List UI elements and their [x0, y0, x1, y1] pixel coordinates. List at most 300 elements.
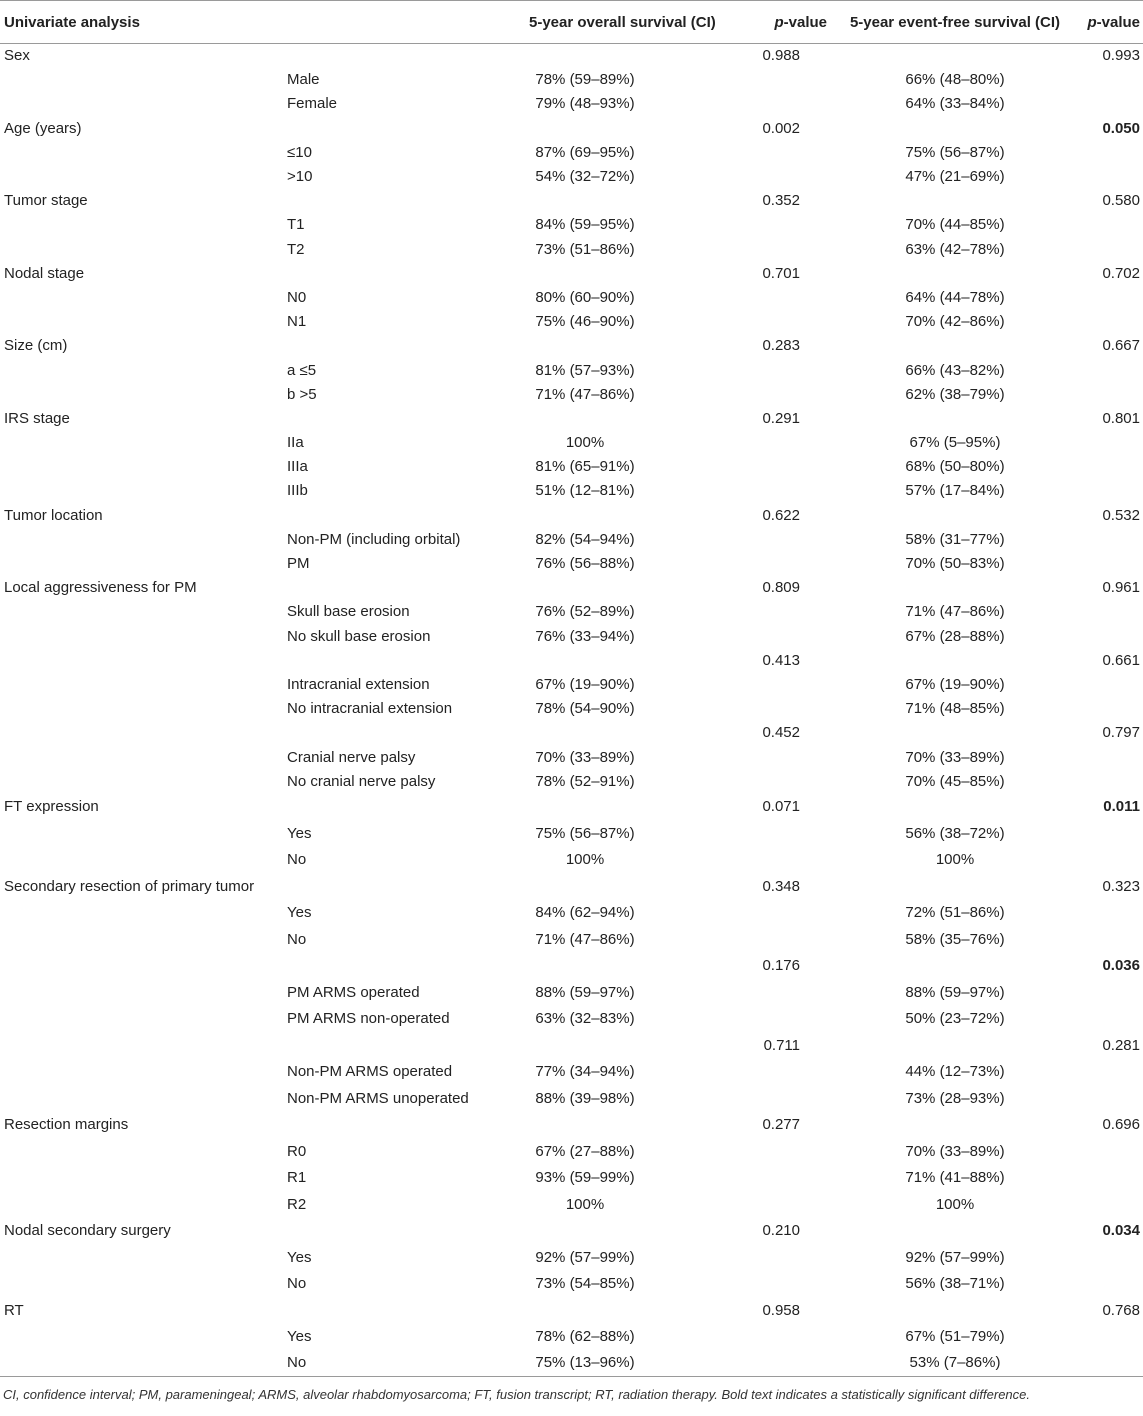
row-label: Tumor stage [4, 192, 88, 210]
overall-survival-value: 100% [565, 1195, 605, 1213]
event-free-survival-p-value: 0.050 [1102, 119, 1140, 137]
row-sublabel: IIIa [287, 458, 308, 476]
overall-survival-p-value: 0.352 [762, 192, 800, 210]
row-sublabel: IIa [287, 434, 304, 452]
overall-survival-p-value: 0.622 [762, 506, 800, 524]
table-row [0, 261, 1143, 285]
row-label [0, 382, 283, 406]
event-free-survival-p-value [1080, 479, 1143, 503]
overall-survival-p-value [645, 820, 830, 847]
event-free-survival-p-value: 0.667 [1102, 337, 1140, 355]
event-free-survival-value: 100% [935, 851, 975, 869]
overall-survival-value [525, 873, 645, 900]
overall-survival-value: 77% (34–94%) [535, 1063, 635, 1081]
row-label [0, 1085, 283, 1112]
header-p-value-efs [1080, 1, 1143, 44]
event-free-survival-value [830, 116, 1080, 140]
event-free-survival-p-value [1080, 140, 1143, 164]
row-sublabel [283, 1217, 525, 1244]
row-sublabel: b >5 [287, 385, 317, 403]
row-label [0, 648, 283, 672]
event-free-survival-p-value [1080, 310, 1143, 334]
table-body [0, 44, 1143, 1377]
table-row [0, 237, 1143, 261]
table-row [0, 899, 1143, 926]
table-row [0, 406, 1143, 430]
table-row [0, 285, 1143, 309]
event-free-survival-p-value [1080, 164, 1143, 188]
event-free-survival-value: 57% (17–84%) [905, 482, 1005, 500]
row-label [0, 527, 283, 551]
header-event-free-survival: 5-year event-free survival (CI) [830, 1, 1080, 44]
table-row [0, 648, 1143, 672]
overall-survival-value: 70% (33–89%) [535, 748, 635, 766]
row-label [0, 431, 283, 455]
overall-survival-p-value [645, 1085, 830, 1112]
event-free-survival-p-value: 0.696 [1102, 1116, 1140, 1134]
row-label [0, 1323, 283, 1350]
row-label [0, 600, 283, 624]
row-label [0, 952, 283, 979]
row-sublabel [283, 44, 525, 68]
event-free-survival-value: 70% (50–83%) [905, 555, 1005, 573]
event-free-survival-p-value [1080, 600, 1143, 624]
event-free-survival-p-value: 0.011 [1103, 798, 1140, 816]
table-row [0, 334, 1143, 358]
overall-survival-value [525, 576, 645, 600]
table-row [0, 140, 1143, 164]
row-sublabel [283, 1032, 525, 1059]
table-row [0, 431, 1143, 455]
overall-survival-p-value [645, 769, 830, 793]
row-sublabel: Non-PM (including orbital) [287, 530, 461, 548]
overall-survival-value [525, 189, 645, 213]
event-free-survival-value [830, 1297, 1080, 1324]
event-free-survival-value [830, 1217, 1080, 1244]
overall-survival-p-value [645, 1350, 830, 1377]
row-sublabel: Female [287, 95, 338, 113]
overall-survival-value: 80% (60–90%) [535, 288, 635, 306]
overall-survival-value: 84% (62–94%) [535, 904, 635, 922]
row-label [0, 140, 283, 164]
row-label [0, 1191, 283, 1218]
overall-survival-p-value [645, 455, 830, 479]
event-free-survival-p-value: 0.768 [1102, 1301, 1140, 1319]
row-sublabel [283, 1111, 525, 1138]
row-sublabel [283, 334, 525, 358]
row-label [0, 310, 283, 334]
event-free-survival-p-value [1080, 1058, 1143, 1085]
overall-survival-value: 67% (27–88%) [535, 1142, 635, 1160]
row-label [0, 1138, 283, 1165]
row-sublabel: R1 [287, 1169, 307, 1187]
row-sublabel: ≤10 [287, 143, 312, 161]
event-free-survival-p-value [1080, 899, 1143, 926]
event-free-survival-p-value [1080, 979, 1143, 1006]
table-row [0, 1138, 1143, 1165]
row-label [0, 769, 283, 793]
event-free-survival-value: 66% (43–82%) [905, 361, 1005, 379]
overall-survival-p-value [645, 527, 830, 551]
event-free-survival-p-value [1080, 285, 1143, 309]
overall-survival-p-value [645, 1244, 830, 1271]
row-sublabel: Cranial nerve palsy [287, 748, 416, 766]
row-sublabel: Yes [287, 904, 312, 922]
table-row [0, 503, 1143, 527]
overall-survival-p-value [645, 382, 830, 406]
table-row [0, 745, 1143, 769]
overall-survival-value [525, 1111, 645, 1138]
overall-survival-value: 78% (54–90%) [535, 700, 635, 718]
overall-survival-p-value [645, 551, 830, 575]
event-free-survival-p-value [1080, 624, 1143, 648]
row-label [0, 1350, 283, 1377]
table-row [0, 382, 1143, 406]
overall-survival-value: 88% (59–97%) [535, 983, 635, 1001]
event-free-survival-value [830, 261, 1080, 285]
overall-survival-value: 87% (69–95%) [535, 143, 635, 161]
event-free-survival-value [830, 576, 1080, 600]
overall-survival-value: 78% (62–88%) [535, 1328, 635, 1346]
overall-survival-value: 100% [565, 434, 605, 452]
event-free-survival-value [830, 721, 1080, 745]
overall-survival-value: 81% (65–91%) [535, 458, 635, 476]
event-free-survival-p-value: 0.797 [1102, 724, 1140, 742]
row-label: Local aggressiveness for PM [4, 579, 197, 597]
row-label: Secondary resection of primary tumor [4, 877, 255, 895]
row-label [0, 721, 283, 745]
overall-survival-p-value [645, 213, 830, 237]
event-free-survival-value [830, 334, 1080, 358]
table-row [0, 769, 1143, 793]
row-sublabel: IIIb [287, 482, 308, 500]
overall-survival-p-value [645, 672, 830, 696]
event-free-survival-value: 64% (44–78%) [905, 288, 1005, 306]
overall-survival-p-value: 0.348 [762, 877, 800, 895]
overall-survival-value [525, 334, 645, 358]
event-free-survival-p-value: 0.532 [1102, 506, 1140, 524]
row-label [0, 455, 283, 479]
row-label [0, 92, 283, 116]
header-p-italic: p [774, 13, 784, 31]
event-free-survival-value: 88% (59–97%) [905, 983, 1005, 1001]
event-free-survival-value: 70% (42–86%) [905, 313, 1005, 331]
table-row [0, 1191, 1143, 1218]
row-label: IRS stage [4, 409, 70, 427]
row-sublabel: T1 [287, 216, 305, 234]
overall-survival-value [525, 503, 645, 527]
event-free-survival-p-value [1080, 431, 1143, 455]
event-free-survival-p-value: 0.961 [1102, 579, 1140, 597]
table-row [0, 1297, 1143, 1324]
overall-survival-p-value [645, 1270, 830, 1297]
event-free-survival-p-value [1080, 672, 1143, 696]
row-label [0, 1032, 283, 1059]
row-sublabel [283, 793, 525, 820]
overall-survival-p-value [645, 624, 830, 648]
overall-survival-value [525, 44, 645, 68]
event-free-survival-value: 68% (50–80%) [905, 458, 1005, 476]
table-row [0, 1217, 1143, 1244]
overall-survival-value: 92% (57–99%) [535, 1248, 635, 1266]
event-free-survival-p-value [1080, 1138, 1143, 1165]
event-free-survival-value: 56% (38–72%) [905, 824, 1005, 842]
overall-survival-p-value [645, 164, 830, 188]
table-row [0, 1270, 1143, 1297]
overall-survival-p-value [645, 899, 830, 926]
overall-survival-value: 79% (48–93%) [535, 95, 635, 113]
table-row [0, 551, 1143, 575]
row-sublabel: R0 [287, 1142, 307, 1160]
table-row [0, 873, 1143, 900]
event-free-survival-value: 66% (48–80%) [905, 71, 1005, 89]
overall-survival-p-value [645, 358, 830, 382]
overall-survival-p-value: 0.283 [762, 337, 800, 355]
overall-survival-p-value [645, 1058, 830, 1085]
event-free-survival-value: 71% (41–88%) [905, 1169, 1005, 1187]
event-free-survival-p-value [1080, 237, 1143, 261]
table-row [0, 1085, 1143, 1112]
event-free-survival-p-value [1080, 92, 1143, 116]
header-overall-survival: 5-year overall survival (CI) [525, 1, 645, 44]
row-sublabel: a ≤5 [287, 361, 317, 379]
overall-survival-p-value: 0.210 [762, 1222, 800, 1240]
event-free-survival-value: 70% (33–89%) [905, 1142, 1005, 1160]
event-free-survival-value: 67% (19–90%) [905, 675, 1005, 693]
event-free-survival-value: 58% (35–76%) [905, 930, 1005, 948]
table-row [0, 672, 1143, 696]
table-row [0, 455, 1143, 479]
overall-survival-p-value: 0.701 [762, 264, 800, 282]
table-row [0, 164, 1143, 188]
overall-survival-p-value: 0.291 [762, 409, 800, 427]
row-sublabel: Male [287, 71, 320, 89]
row-label: RT [4, 1301, 24, 1319]
overall-survival-value: 71% (47–86%) [535, 930, 635, 948]
event-free-survival-p-value [1080, 213, 1143, 237]
row-sublabel: No [287, 930, 307, 948]
event-free-survival-value: 73% (28–93%) [905, 1089, 1005, 1107]
overall-survival-value: 78% (59–89%) [535, 71, 635, 89]
overall-survival-p-value [645, 1191, 830, 1218]
event-free-survival-value [830, 648, 1080, 672]
row-sublabel [283, 952, 525, 979]
row-label: Age (years) [4, 119, 82, 137]
row-sublabel: PM [287, 555, 310, 573]
row-label [0, 164, 283, 188]
overall-survival-value: 78% (52–91%) [535, 772, 635, 790]
table-row [0, 44, 1143, 68]
event-free-survival-p-value [1080, 769, 1143, 793]
event-free-survival-value: 71% (47–86%) [905, 603, 1005, 621]
row-label [0, 358, 283, 382]
event-free-survival-value: 72% (51–86%) [905, 904, 1005, 922]
event-free-survival-value [830, 1111, 1080, 1138]
overall-survival-value [525, 952, 645, 979]
overall-survival-value [525, 648, 645, 672]
row-label: Resection margins [4, 1116, 129, 1134]
row-sublabel: Non-PM ARMS operated [287, 1063, 453, 1081]
row-label [0, 899, 283, 926]
row-label [0, 479, 283, 503]
row-label [0, 1164, 283, 1191]
overall-survival-value [525, 1297, 645, 1324]
event-free-survival-value: 63% (42–78%) [905, 240, 1005, 258]
event-free-survival-value: 100% [935, 1195, 975, 1213]
event-free-survival-p-value [1080, 1085, 1143, 1112]
row-label [0, 1005, 283, 1032]
row-label [0, 846, 283, 873]
row-sublabel: PM ARMS operated [287, 983, 420, 1001]
row-sublabel [283, 189, 525, 213]
overall-survival-p-value [645, 68, 830, 92]
row-sublabel: No skull base erosion [287, 627, 431, 645]
overall-survival-p-value: 0.002 [762, 119, 800, 137]
row-label [0, 551, 283, 575]
overall-survival-value: 84% (59–95%) [535, 216, 635, 234]
overall-survival-value: 75% (56–87%) [535, 824, 635, 842]
event-free-survival-value: 47% (21–69%) [905, 168, 1005, 186]
table-row [0, 92, 1143, 116]
event-free-survival-p-value [1080, 1270, 1143, 1297]
overall-survival-p-value [645, 1138, 830, 1165]
overall-survival-p-value: 0.988 [762, 47, 800, 65]
row-label [0, 820, 283, 847]
overall-survival-value: 73% (51–86%) [535, 240, 635, 258]
row-sublabel [283, 648, 525, 672]
event-free-survival-p-value [1080, 1164, 1143, 1191]
event-free-survival-p-value [1080, 820, 1143, 847]
event-free-survival-value: 64% (33–84%) [905, 95, 1005, 113]
event-free-survival-p-value [1080, 455, 1143, 479]
row-label [0, 285, 283, 309]
event-free-survival-p-value [1080, 1323, 1143, 1350]
table-row [0, 721, 1143, 745]
event-free-survival-value [830, 952, 1080, 979]
row-sublabel: N0 [287, 288, 307, 306]
overall-survival-p-value: 0.958 [762, 1301, 800, 1319]
table-row [0, 479, 1143, 503]
overall-survival-p-value [645, 140, 830, 164]
overall-survival-value [525, 261, 645, 285]
table-footnote: CI, confidence interval; PM, parameningeal; ARMS, alveolar rhabdomyosarcoma; FT, fusion transcript; RT, radiation therapy. Bold text indicates a statistically significant difference. [3, 1386, 1031, 1402]
row-label [0, 979, 283, 1006]
event-free-survival-p-value [1080, 527, 1143, 551]
row-label [0, 1270, 283, 1297]
overall-survival-value: 100% [565, 851, 605, 869]
table-row [0, 1032, 1143, 1059]
event-free-survival-p-value: 0.661 [1102, 651, 1140, 669]
table-row [0, 1005, 1143, 1032]
row-label [0, 213, 283, 237]
overall-survival-value: 75% (13–96%) [525, 1350, 645, 1377]
table-row [0, 1244, 1143, 1271]
row-sublabel: N1 [287, 313, 307, 331]
row-label [0, 68, 283, 92]
row-sublabel [283, 503, 525, 527]
table-row [0, 1323, 1143, 1350]
table-row [0, 600, 1143, 624]
event-free-survival-p-value: 0.323 [1102, 877, 1140, 895]
row-sublabel: No [287, 1275, 307, 1293]
row-sublabel [283, 116, 525, 140]
event-free-survival-p-value: 0.034 [1102, 1222, 1140, 1240]
table-row [0, 846, 1143, 873]
table-row [0, 1164, 1143, 1191]
overall-survival-p-value [645, 926, 830, 953]
header-spacer [283, 1, 525, 44]
overall-survival-value: 76% (52–89%) [535, 603, 635, 621]
table-row [0, 1111, 1143, 1138]
event-free-survival-value: 75% (56–87%) [905, 143, 1005, 161]
table-row [0, 68, 1143, 92]
row-sublabel: Skull base erosion [287, 603, 410, 621]
overall-survival-p-value: 0.071 [762, 798, 800, 816]
row-sublabel: R2 [287, 1195, 307, 1213]
overall-survival-p-value [645, 979, 830, 1006]
row-sublabel [283, 1297, 525, 1324]
event-free-survival-value [830, 44, 1080, 68]
row-sublabel: T2 [287, 240, 305, 258]
overall-survival-p-value: 0.809 [762, 579, 800, 597]
event-free-survival-p-value: 0.993 [1102, 47, 1140, 65]
event-free-survival-value: 67% (28–88%) [905, 627, 1005, 645]
row-sublabel: Intracranial extension [287, 675, 430, 693]
overall-survival-value: 54% (32–72%) [535, 168, 635, 186]
event-free-survival-value [830, 503, 1080, 527]
overall-survival-value: 88% (39–98%) [535, 1089, 635, 1107]
event-free-survival-value: 53% (7–86%) [830, 1350, 1080, 1377]
overall-survival-value: 67% (19–90%) [535, 675, 635, 693]
event-free-survival-value: 71% (48–85%) [905, 700, 1005, 718]
overall-survival-p-value: 0.452 [762, 724, 800, 742]
row-sublabel: Yes [287, 1328, 312, 1346]
row-label: Nodal secondary surgery [4, 1222, 171, 1240]
row-sublabel: No [287, 851, 307, 869]
overall-survival-value: 82% (54–94%) [535, 530, 635, 548]
row-label: FT expression [4, 798, 99, 816]
overall-survival-p-value [645, 745, 830, 769]
overall-survival-value [525, 116, 645, 140]
table-row [0, 820, 1143, 847]
event-free-survival-p-value [1080, 551, 1143, 575]
row-label [0, 697, 283, 721]
table-row [0, 952, 1143, 979]
overall-survival-value [525, 406, 645, 430]
table-row [0, 1058, 1143, 1085]
table-row [0, 793, 1143, 820]
row-label: Tumor location [4, 506, 103, 524]
row-label [0, 1058, 283, 1085]
table-row [0, 527, 1143, 551]
table-row [0, 576, 1143, 600]
event-free-survival-value: 44% (12–73%) [905, 1063, 1005, 1081]
overall-survival-p-value [645, 697, 830, 721]
event-free-survival-p-value [1080, 1244, 1143, 1271]
table-header-row [0, 1, 1143, 44]
overall-survival-value: 71% (47–86%) [535, 385, 635, 403]
event-free-survival-p-value [1080, 926, 1143, 953]
event-free-survival-value [830, 793, 1080, 820]
table-row [0, 624, 1143, 648]
header-univariate-analysis: Univariate analysis [0, 1, 283, 44]
overall-survival-value [525, 1032, 645, 1059]
row-sublabel: Yes [287, 824, 312, 842]
table-row [0, 926, 1143, 953]
overall-survival-p-value: 0.277 [762, 1116, 800, 1134]
event-free-survival-value: 62% (38–79%) [905, 385, 1005, 403]
overall-survival-value: 73% (54–85%) [535, 1275, 635, 1293]
